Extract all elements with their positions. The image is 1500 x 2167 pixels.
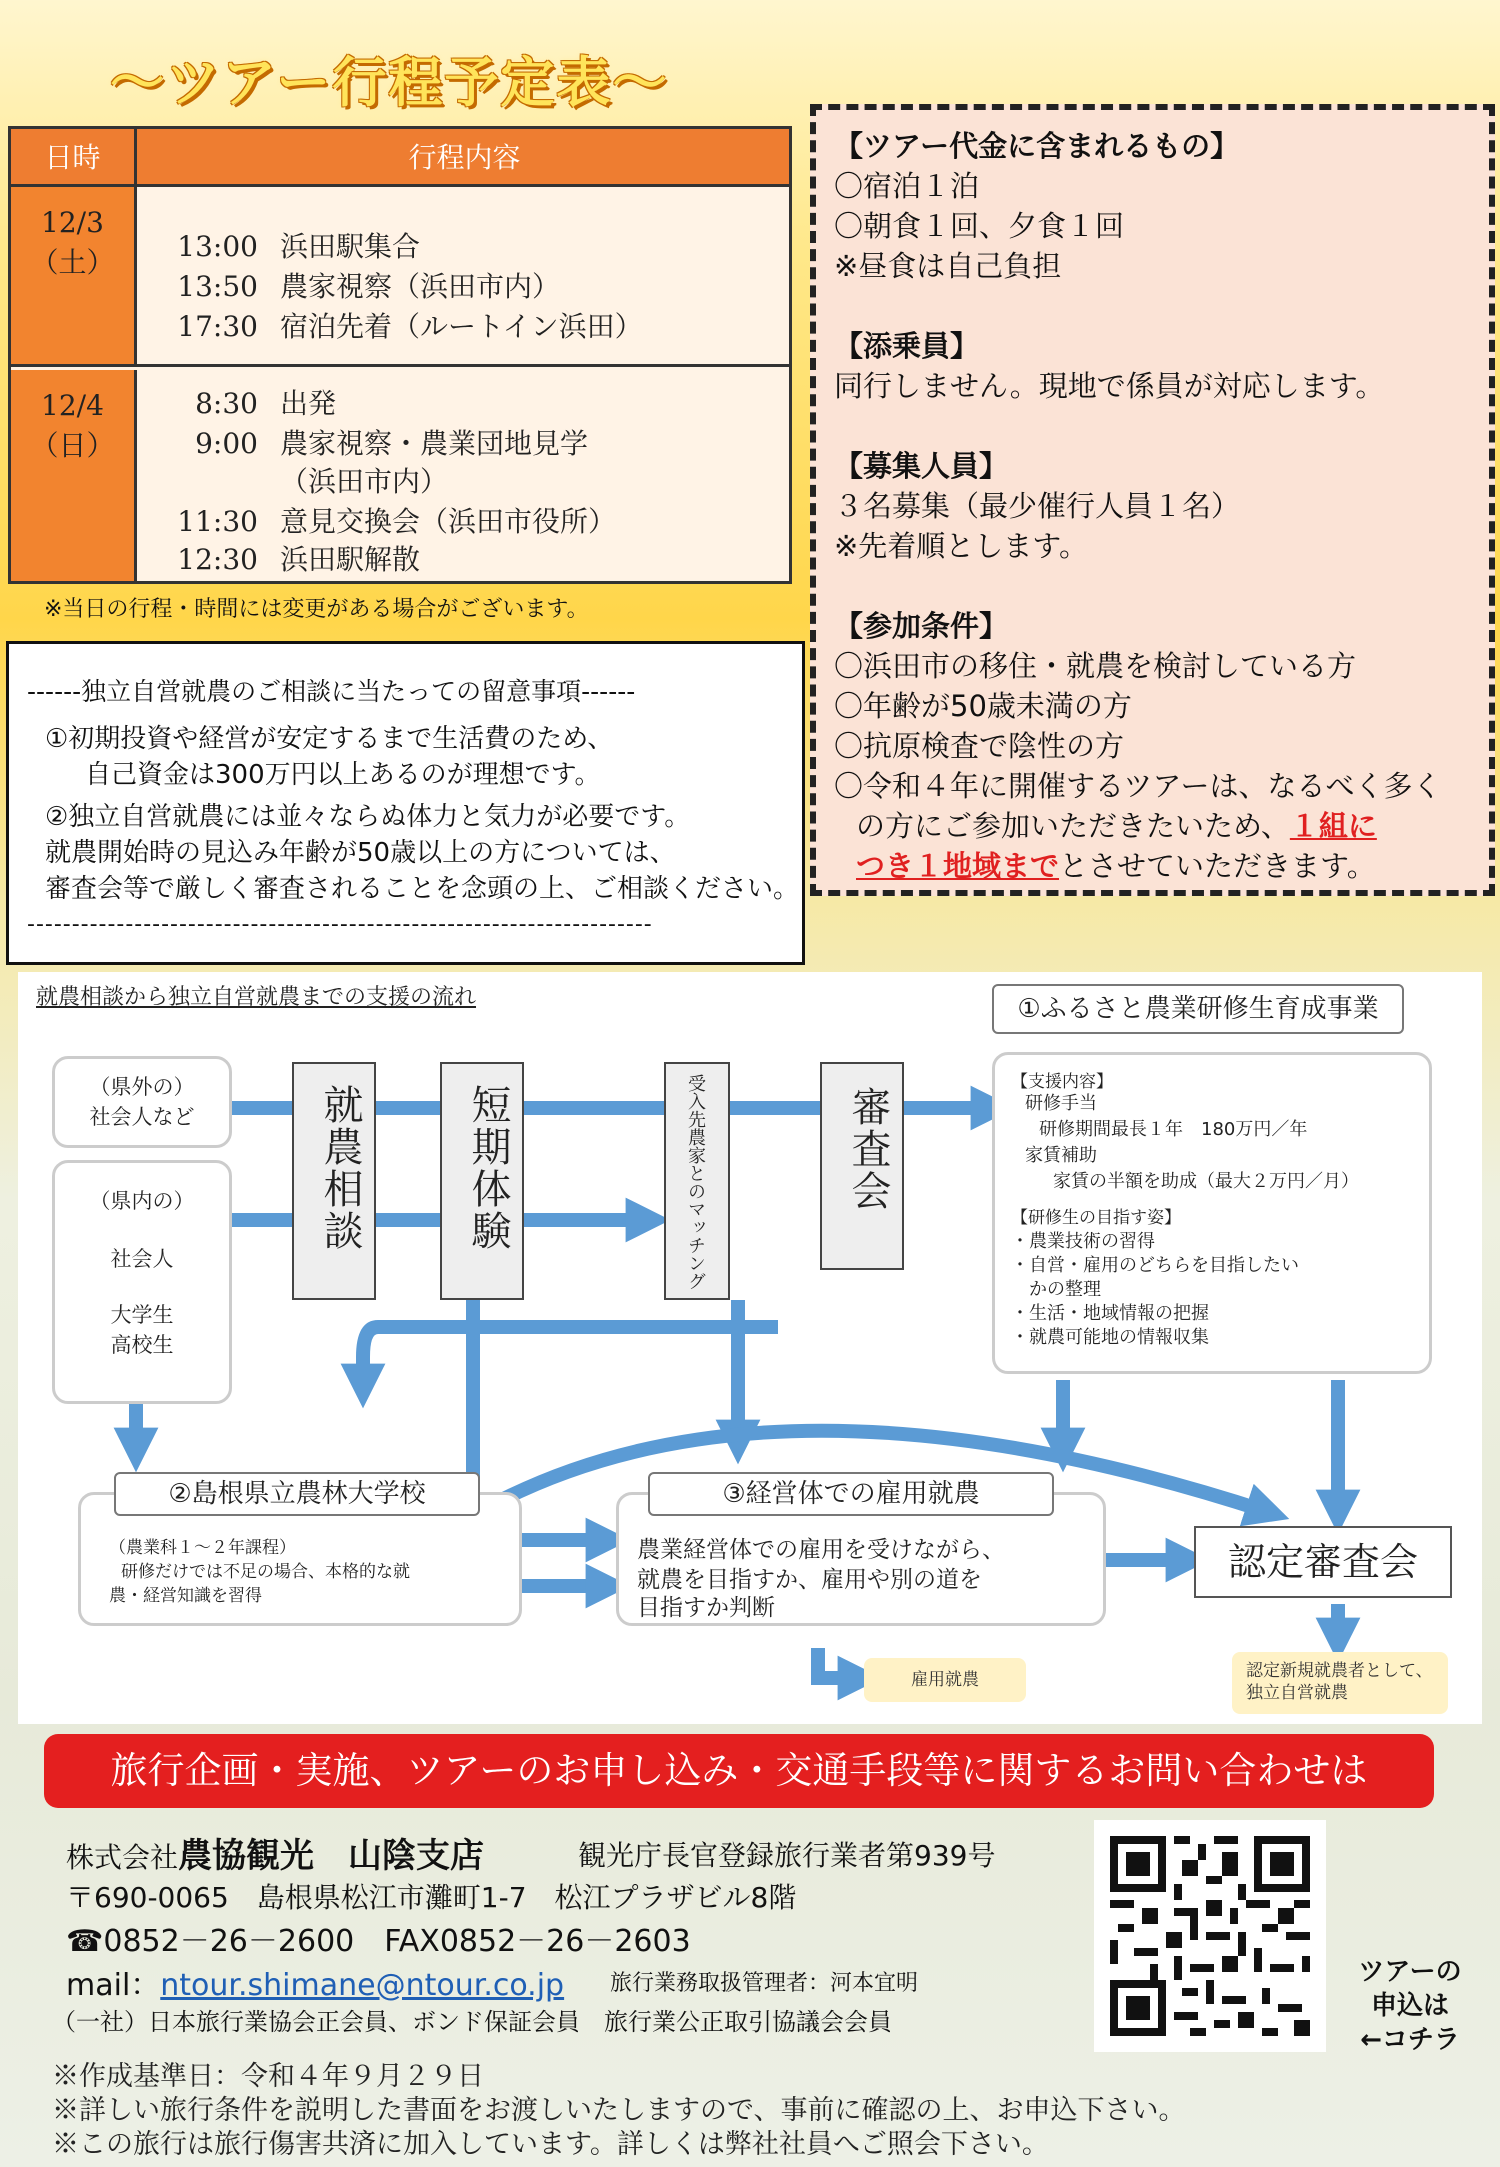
condition-text: とさせていただきます。	[1059, 849, 1376, 883]
content-cell	[140, 187, 789, 364]
arrow-to-school	[363, 1327, 778, 1386]
goals-line: ・生活・地域情報の把握	[1011, 1303, 1209, 1324]
schedule-time: 8:30	[195, 387, 258, 420]
employment-line: 就農を目指すか、雇用や別の道を	[637, 1567, 982, 1593]
certified-line: 独立自営就農	[1246, 1683, 1348, 1703]
notes-line: 就農開始時の見込み年齢が50歳以上の方については、	[45, 838, 676, 868]
certified-line: 認定新規就農者として、	[1246, 1661, 1433, 1681]
weekday: （土）	[30, 246, 115, 279]
company-name: 農協観光 山陰支店	[178, 1836, 485, 1876]
schedule-text: 出発	[280, 387, 337, 420]
employment-line: 目指すか判断	[637, 1595, 775, 1621]
date-cell	[11, 187, 137, 364]
notes-line: ②独立自営就農には並々ならぬ体力と気力が必要です。	[45, 802, 691, 832]
included-heading: 【ツアー代金に含まれるもの】	[834, 129, 1240, 163]
notes-rule: ----------------------------------------------------------------------	[27, 912, 653, 937]
goals-line: ・自営・雇用のどちらを目指したい	[1011, 1255, 1299, 1276]
support-line: 家賃の半額を助成（最大２万円／月）	[1053, 1171, 1359, 1192]
schedule-row-day1	[11, 187, 789, 367]
schedule-time: 13:00	[177, 230, 258, 263]
arrow-to-employed	[818, 1648, 860, 1678]
schedule-row-day2	[11, 370, 789, 581]
escort-text: 同行しません。現地で係員が対応します。	[834, 369, 1385, 403]
membership: （一社）日本旅行業協会正会員、ボンド保証会員 旅行業公正取引協議会会員	[52, 2008, 892, 2036]
employment-title: ③経営体での雇用就農	[648, 1472, 1054, 1516]
qr-label-line: ツアーの	[1358, 1957, 1462, 1987]
condition-item-continued	[834, 846, 1479, 886]
goals-line: ・就農可能地の情報収集	[1011, 1327, 1209, 1348]
escort-heading: 【添乗員】	[834, 329, 980, 363]
certification-box: 認定審査会	[1194, 1526, 1452, 1598]
schedule-text: 浜田駅解散	[280, 543, 421, 576]
support-flow-diagram	[18, 972, 1482, 1724]
condition-item: 〇令和４年に開催するツアーは、なるべく多く	[834, 769, 1442, 803]
schedule-text: 農家視察（浜田市内）	[280, 270, 561, 303]
tour-info-box	[810, 104, 1495, 896]
goals-heading: 【研修生の目指す姿】	[1011, 1208, 1181, 1228]
schedule-time: 12:30	[177, 543, 258, 576]
notes-line: 自己資金は300万円以上あるのが理想です。	[85, 760, 601, 790]
condition-item: 〇年齢が50歳未満の方	[834, 689, 1132, 723]
condition-text: の方にご参加いただきたいため、	[856, 809, 1290, 843]
address: 〒690-0065 島根県松江市灘町1-7 松江プラザビル8階	[66, 1881, 797, 1914]
support-line: 研修期間最長１年 180万円／年	[1039, 1119, 1308, 1140]
weekday: （日）	[30, 429, 115, 462]
flow-title: 就農相談から独立自営就農までの支援の流れ	[36, 985, 477, 1010]
consult-label: 就農相談	[317, 1084, 363, 1252]
schedule-header	[11, 129, 789, 187]
support-line: 研修手当	[1025, 1093, 1097, 1114]
program1-title: ①ふるさと農業研修生育成事業	[992, 984, 1404, 1034]
goals-line: かの整理	[1029, 1279, 1101, 1300]
schedule-item	[140, 382, 336, 422]
matching-step	[664, 1062, 730, 1300]
page-title: ～ツアー行程予定表～	[110, 51, 669, 114]
inside-label: 高校生	[110, 1333, 174, 1357]
schedule-text: （浜田市内）	[280, 465, 449, 498]
outside-label: （県外の）	[89, 1075, 195, 1099]
capacity-item: ３名募集（最少催行人員１名）	[834, 489, 1241, 523]
support-heading: 【支援内容】	[1011, 1072, 1113, 1092]
condition-item: 〇浜田市の移住・就農を検討している方	[834, 649, 1357, 683]
schedule-item	[140, 500, 616, 540]
inside-label: 社会人	[110, 1247, 174, 1271]
support-line: 家賃補助	[1025, 1145, 1097, 1166]
schedule-item	[140, 225, 420, 265]
company-line	[66, 1828, 484, 1877]
schedule-item	[140, 538, 420, 578]
schedule-text: 意見交換会（浜田市役所）	[280, 505, 617, 538]
employed-label: 雇用就農	[864, 1658, 1026, 1702]
mail-label: mail：	[66, 1968, 161, 2003]
school-line: 農・経営知識を習得	[109, 1586, 262, 1606]
qr-label	[1340, 1955, 1480, 2057]
schedule-item	[140, 422, 588, 462]
condition-item: 〇抗原検査で陰性の方	[834, 729, 1125, 763]
footer-note: ※この旅行は旅行傷害共済に加入しています。詳しくは弊社社員へご照会下さい。	[52, 2129, 1049, 2160]
travel-manager: 旅行業務取扱管理者：河本宜明	[610, 1971, 919, 1996]
review-step	[820, 1062, 904, 1270]
schedule-item	[140, 305, 643, 345]
matching-label: 受入先農家とのマッチング	[685, 1074, 706, 1290]
content-cell	[140, 370, 789, 581]
included-item: 〇宿泊１泊	[834, 169, 980, 203]
date-cell	[11, 370, 137, 581]
included-item: 〇朝食１回、夕食１回	[834, 209, 1125, 243]
employment-line: 農業経営体での雇用を受けながら、	[637, 1537, 1005, 1563]
date: 12/3	[41, 206, 104, 239]
notes-line: 審査会等で厳しく審査されることを念頭の上、ご相談ください。	[45, 874, 800, 904]
capacity-item: ※先着順とします。	[834, 529, 1088, 563]
school-title: ②島根県立農林大学校	[114, 1472, 480, 1516]
capacity-heading: 【募集人員】	[834, 449, 1009, 483]
included-item: ※昼食は自己負担	[834, 249, 1062, 283]
schedule-time: 9:00	[195, 427, 258, 460]
condition-emphasis: つき１地域まで	[856, 849, 1060, 883]
qr-code[interactable]	[1094, 1820, 1326, 2052]
schedule-text: 農家視察・農業団地見学	[280, 427, 589, 460]
mail-link[interactable]: ntour.shimane@ntour.co.jp	[160, 1968, 565, 2003]
inside-people-box	[52, 1160, 232, 1404]
trial-step	[440, 1062, 524, 1300]
schedule-time: 11:30	[177, 505, 258, 538]
qr-label-line: 申込は	[1370, 1991, 1449, 2021]
qr-label-line: ←コチラ	[1360, 2025, 1460, 2055]
conditions-heading: 【参加条件】	[834, 609, 1009, 643]
school-line: （農業科１～２年課程）	[109, 1538, 296, 1558]
condition-item-continued	[834, 806, 1479, 846]
phone-fax: ☎0852－26－2600 FAX0852－26－2603	[66, 1924, 691, 1959]
registration: 観光庁長官登録旅行業者第939号	[578, 1839, 996, 1872]
consultation-notes	[6, 641, 805, 965]
date: 12/4	[41, 389, 104, 422]
schedule-time: 13:50	[177, 270, 258, 303]
inside-label: （県内の）	[89, 1189, 195, 1213]
schedule-table	[8, 126, 792, 584]
mail-line	[66, 1960, 564, 2004]
schedule-time: 17:30	[177, 310, 258, 343]
footer-note: ※詳しい旅行条件を説明した書面をお渡しいたしますので、事前に確認の上、お申込下さい。	[52, 2095, 1186, 2126]
schedule-note: ※当日の行程・時間には変更がある場合がございます。	[44, 597, 589, 622]
inside-label: 大学生	[110, 1303, 174, 1327]
school-line: 研修だけでは不足の場合、本格的な就	[121, 1562, 410, 1582]
schedule-item	[140, 460, 448, 500]
condition-emphasis: １組に	[1289, 809, 1377, 843]
header-date: 日時	[11, 129, 137, 187]
company-prefix: 株式会社	[66, 1841, 179, 1874]
notes-line: ①初期投資や経営が安定するまで生活費のため、	[45, 724, 614, 754]
trial-label: 短期体験	[465, 1084, 511, 1252]
footer-note: ※作成基準日：令和４年９月２９日	[52, 2061, 484, 2092]
goals-line: ・農業技術の習得	[1011, 1231, 1155, 1252]
consult-step	[292, 1062, 376, 1300]
schedule-item	[140, 265, 560, 305]
schedule-text: 浜田駅集合	[280, 230, 421, 263]
header-content: 行程内容	[408, 141, 521, 174]
review-label: 審査会	[845, 1086, 891, 1212]
support-content-box	[992, 1052, 1432, 1374]
outside-label: 社会人など	[89, 1105, 195, 1129]
certified-label	[1232, 1652, 1448, 1714]
qr-pattern	[1110, 1836, 1310, 2036]
outside-people-box	[52, 1056, 232, 1148]
notes-heading: ------独立自営就農のご相談に当たっての留意事項------	[27, 677, 636, 706]
schedule-text: 宿泊先着（ルートイン浜田）	[280, 310, 643, 343]
contact-banner: 旅行企画・実施、ツアーのお申し込み・交通手段等に関するお問い合わせは	[44, 1734, 1434, 1808]
